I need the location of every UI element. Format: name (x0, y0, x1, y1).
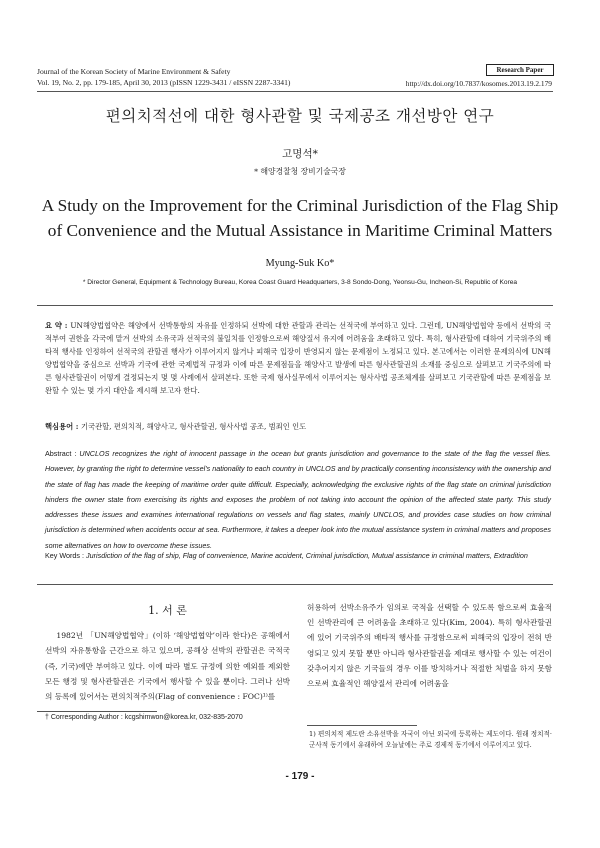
paper-type-badge: Research Paper (486, 64, 554, 76)
title-korean: 편의치적선에 대한 형사관할 및 국제공조 개선방안 연구 (105, 107, 495, 125)
author-english: Myung-Suk Ko* (265, 258, 335, 269)
affiliation-korean: * 해양경찰청 장비기술국장 (254, 167, 346, 176)
abstract-korean (45, 319, 551, 398)
footnote-divider-left (37, 711, 157, 712)
abstract-divider-bottom (37, 584, 553, 585)
body-paragraph-continued: 허용하여 선박소유주가 임의로 국적을 선택할 수 있도록 함으로써 효율적인 선박관리에 큰 어려움을 초래하고 있다(Kim, 2004). 특히 형사관할권에 있어 기국위주의 배타적 행사를 규정함으로써 피해국의 입장이 전혀 반영되고 있지 못할 뿐만 아니라 형사관할권을 제대로 행사할 수 있는 여건이 갖추어지지 않은 기국들의 경우 이를 방치하거나 적절한 처벌을 하지 못함으로써 효율적인 해양질서 관리에 어려움을 (307, 603, 552, 689)
title-english-line1: A Study on the Improvement for the Criminal Jurisdiction of the Flag Ship (41, 196, 559, 215)
keywords-korean-label: 핵심용어 : (45, 422, 81, 431)
keywords-english (45, 548, 551, 563)
abstract-english-text: UNCLOS recognizes the right of innocent passage in the ocean but grants jurisdiction and governance to the state of the flag the vessel flies. However, by granting the right to determine vessel's nationality to each country in UNCLOS and by practically consenting inconsistency with the ownership and the state of flag has made the keeping of maritime order quite difficult. Especially, acknowledging the exclusive rights of the flag state on criminal jurisdiction hinders the owner state from exercising its rights and exposes the problem of not taking into account the opinion of the affected state party. This study addresses these issues and examines international regulations on vessels and flag states, mainly UNCLOS, and provides case studies on how criminal jurisdiction is determined when accidents occur at sea. Furthermore, it takes a deeper look into the mutual assistance system in criminal matters and proposes some alternatives on how to overcome these issues. (45, 449, 552, 550)
affiliation-english: * Director General, Equipment & Technology Bureau, Korea Coast Guard Headquarters, 3-8 Sondo-Dong, Yeonsu-Gu, Incheon-Si, Republic of Korea (82, 279, 518, 286)
title-english-line2: of Convenience and the Mutual Assistance in Maritime Criminal Matters (47, 221, 553, 240)
footnote-1: 1) 편의치적 제도란 소유선박을 자국이 아닌 외국에 등록하는 제도이다. 원래 정치적·군사적 동기에서 유래하여 오늘날에는 주로 경제적 동기에서 이루어지고 있다. (309, 730, 552, 749)
keywords-english-label: Key Words : (45, 551, 87, 560)
body-column-left (45, 628, 290, 704)
journal-volume: Vol. 19, No. 2, pp. 179-185, April 30, 2013 (pISSN 1229-3431 / eISSN 2287-3341) (37, 78, 291, 87)
section-heading-introduction: 1. 서 론 (148, 604, 187, 617)
title-english (40, 193, 560, 243)
page-number: - 179 - (285, 771, 315, 782)
abstract-korean-label: 요 약 : (45, 321, 71, 330)
footnote-divider-right (307, 725, 417, 726)
abstract-divider-top (37, 305, 553, 306)
journal-name: Journal of the Korean Society of Marine Environment & Safety (37, 67, 231, 76)
header-divider (37, 91, 553, 92)
keywords-korean (45, 422, 551, 432)
abstract-korean-text: UN해양법협약은 해양에서 선박통항의 자유를 인정하되 선박에 대한 관할과 관리는 선적국에 부여하고 있다. 그런데, UN해양법협약 등에서 선박의 국적부여 권한을 각국에 맡겨 선박의 소유국과 선적국의 불일치를 인정함으로써 해양질서 유지에 어려움을 초래하고 있다. 특히, 형사관할에 대하여 기국위주의 배타적 행사를 인정하여 선적국의 관할권 행사가 이루어지지 않거나 피해국 입장이 반영되지 않는 문제점이 노정되고 있다. 본고에서는 이러한 문제의식에 UN해양법협약을 중심으로 선박과 기국에 관한 국제법적 규정과 이에 따른 문제점들을 해양사고 발생에 따른 형사관할권의 소재를 중심으로 살펴보고 기국주의에 따른 형사관할권이 어떻게 결정되는지 몇 몇 사례에서 살펴본다. 또한 국제 형사실무에서 이루어지는 형사사법 공조체계를 살펴보고 기국관할에 따른 문제점을 보완할 수 있는 몇 가지 대안을 제시해 보고자 한다. (45, 321, 551, 396)
body-paragraph: 1982년 「UN해양법협약」(이하 ‘해양법협약’이라 한다)은 공해에서 선박의 자유통항을 근간으로 하고 있으며, 공해상 선박의 관할권은 국적국(즉, 기국)에만 부여하고 있다. 이에 따라 별도 규정에 의한 예외를 제외한 모든 행정 및 형사관할권은 기국에서 행사할 수 있을 뿐이다. 그러나 선박의 등록에 있어서는 편의치적주의(Flag of convenience : FOC)¹⁾를 (45, 631, 290, 702)
abstract-english-label: Abstract : (45, 449, 80, 458)
journal-info (37, 66, 290, 88)
keywords-korean-text: 기국관할, 편의치적, 해양사고, 형사관할권, 형사사법 공조, 범죄인 인도 (80, 422, 307, 431)
body-column-right (307, 600, 552, 691)
doi-link[interactable]: http://dx.doi.org/10.7837/kosomes.2013.19.2.179 (405, 79, 552, 88)
corresponding-author-footnote: † Corresponding Author : kcgshimwon@korea.kr, 032-835-2070 (45, 714, 243, 721)
author-korean: 고명석* (282, 148, 318, 160)
abstract-english (45, 446, 551, 553)
keywords-english-text: Jurisdiction of the flag of ship, Flag of convenience, Marine accident, Criminal jurisdiction, Mutual assistance in criminal matters, Extradition (86, 551, 528, 560)
